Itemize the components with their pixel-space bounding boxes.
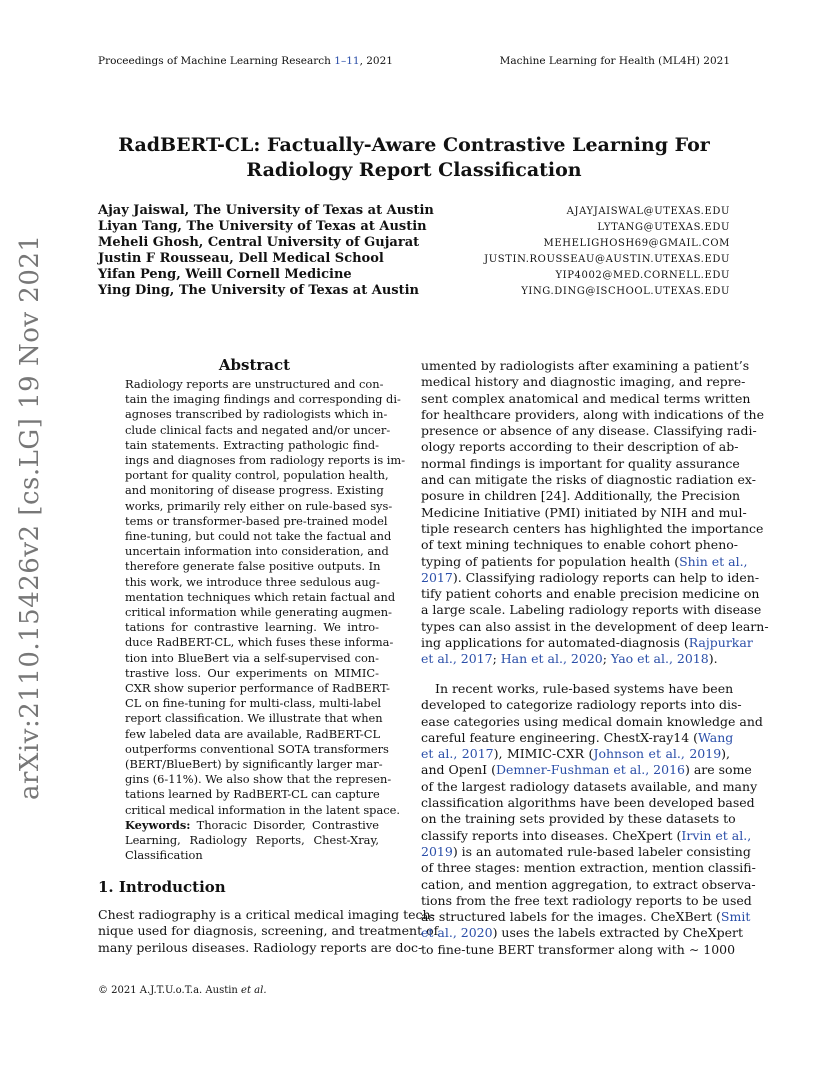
body-line [421,762,752,778]
header-year: , 2021 [359,55,393,67]
citation-link[interactable]: Smit [720,909,751,925]
body-line: many perilous diseases. Radiology reports are doc- [98,939,423,955]
intro-paragraph-right-1 [421,358,769,668]
abstract-line: tations learned by RadBERT-CL can capture [125,787,380,802]
body-line: of three stages: mention extraction, mention classifi- [421,860,756,876]
body-text: typing of patients for population health ( [421,553,680,569]
citation-link[interactable]: Irvin et al., [681,827,752,843]
keywords-line [125,818,379,833]
header-proceedings: Proceedings of Machine Learning Research [98,55,335,67]
copyright-footer [98,985,267,996]
body-line: Medicine Initiative (PMI) initiated by NIH and mul- [421,504,747,520]
author-email[interactable]: LYTANG@UTEXAS.EDU [597,222,730,233]
body-line: sent complex anatomical and medical terms written [421,390,751,406]
body-text: classify reports into diseases. CheXpert ( [421,827,682,843]
body-text: ), MIMIC-CXR ( [493,746,594,762]
abstract-line: CXR show superior performance of RadBERT- [125,681,390,696]
running-header-left [98,55,393,67]
body-line [421,909,751,925]
abstract-line: therefore generate false positive outputs. In [125,559,381,574]
citation-link[interactable]: 2019 [421,843,453,859]
body-line: medical history and diagnostic imaging, and repre- [421,374,746,390]
abstract-line: uncertain information into consideration, and [125,544,389,559]
body-line: et al., 2017; Han et al., 2020; Yao et al., 2018). [421,651,718,667]
abstract-line: and monitoring of disease progress. Existing [125,483,384,498]
body-line: presence or absence of any disease. Classifying radi- [421,423,757,439]
copyright-etal: et al. [241,985,267,996]
author-email[interactable]: YIP4002@MED.CORNELL.EDU [555,270,730,281]
abstract-line: this work, we introduce three sedulous aug- [125,574,380,589]
abstract-line: agnoses transcribed by radiologists which in- [125,407,388,422]
body-line: Chest radiography is a critical medical imaging tech- [98,907,435,922]
body-line: ease categories using medical domain knowledge and [421,713,763,729]
abstract-line: portant for quality control, population health, [125,468,389,483]
abstract-line: CL on fine-tuning for multi-class, multi-label [125,696,382,711]
copyright-text: © 2021 A.J.T.U.o.T.a. Austin [98,985,242,996]
body-line: classification algorithms have been developed based [421,795,755,811]
abstract-line: tion into BlueBert via a self-supervised con- [125,650,379,665]
body-text: ), [721,746,731,762]
abstract-line: trastive loss. Our experiments on MIMIC- [125,665,379,680]
abstract-line: critical information while generating augmen- [125,605,392,620]
body-line [421,569,760,586]
body-line: cation, and mention aggregation, to extract observa- [421,876,756,892]
body-line [421,729,734,746]
abstract-line: few labeled data are available, RadBERT-CL [125,726,381,741]
body-line [421,827,752,844]
body-line: for healthcare providers, along with indications of the [421,406,764,422]
body-line: tions from the free text radiology reports to be used [421,892,752,908]
abstract-line: tain the imaging findings and corresponding di- [125,392,401,407]
keywords-text: Thoracic Disorder, Contrastive [190,817,379,832]
keywords-line: Classification [125,848,203,863]
abstract-line: clude clinical facts and negated and/or uncer- [125,422,391,437]
citation-link[interactable]: Rajpurkar [688,635,753,651]
author-name: Meheli Ghosh, Central University of Gujarat [98,235,420,250]
body-line: types can also assist in the development of deep learn- [421,618,769,634]
citation-link[interactable]: et al., 2017 [421,651,493,667]
citation-link[interactable]: Demner-Fushman et al., 2016 [495,762,685,778]
author-name: Ying Ding, The University of Texas at Austin [98,283,419,298]
body-line: ology reports according to their description of ab- [421,439,739,455]
citation-link[interactable]: Han et al., 2020 [500,651,603,667]
abstract-line: Radiology reports are unstructured and con- [125,377,384,391]
abstract-line: fine-tuning, but could not take the factual and [125,529,392,544]
body-line: tify patient cohorts and enable precision medicine on [421,586,760,602]
citation-link[interactable]: et al., 2017 [421,746,494,762]
author-name: Justin F Rousseau, Dell Medical School [98,251,384,266]
title-line-2: Radiology Report Classification [246,159,582,181]
keywords-label: Keywords: [125,817,191,832]
body-text: ) uses the labels extracted by CheXpert [492,925,743,941]
abstract-line: duce RadBERT-CL, which fuses these informa- [125,635,394,650]
body-line: nique used for diagnosis, screening, and treatment of [98,923,439,939]
body-text: ). Classifying radiology reports can help to iden- [452,569,760,585]
abstract-line: outperforms conventional SOTA transformers [125,741,389,756]
body-text: and OpenI ( [421,762,496,778]
title-line-1: RadBERT-CL: Factually-Aware Contrastive Learning For [118,134,710,156]
body-line: of text mining techniques to enable cohort pheno- [421,537,738,553]
body-line: to fine-tune BERT transformer along with ∼ 1000 [421,941,736,957]
abstract-line: critical medical information in the latent space. [125,802,400,817]
body-text: ) is an automated rule-based labeler consisting [452,843,751,859]
citation-link[interactable]: Johnson et al., 2019 [593,746,722,762]
abstract-line: works, primarily rely either on rule-based sys- [125,498,393,513]
intro-paragraph-right-2 [421,681,763,958]
section-heading-introduction: 1. Introduction [98,878,226,896]
abstract-line: gins (6-11%). We also show that the represen- [125,772,392,787]
arxiv-identifier-stamp: arXiv:2110.15426v2 [cs.LG] 19 Nov 2021 [15,234,45,800]
abstract-line: (BERT/BlueBert) by significantly larger mar- [125,757,383,772]
author-email[interactable]: JUSTIN.ROUSSEAU@AUSTIN.UTEXAS.EDU [484,254,730,265]
abstract-line: tems or transformer-based pre-trained model [125,513,388,528]
citation-link[interactable]: Wang [698,729,734,745]
body-line: a large scale. Labeling radiology reports with disease [421,602,762,618]
body-text: careful feature engineering. ChestX-ray14 ( [421,729,699,745]
author-name: Liyan Tang, The University of Texas at Austin [98,219,427,234]
paper-title [100,133,728,183]
body-line [421,553,748,570]
abstract-line: mentation techniques which retain factual and [125,589,396,604]
author-email[interactable]: YING.DING@ISCHOOL.UTEXAS.EDU [521,286,730,297]
keywords-line: Learning, Radiology Reports, Chest-Xray, [125,833,379,848]
body-line: normal findings is important for quality assurance [421,455,740,471]
body-line [421,746,730,762]
body-text: ) are some [684,762,752,778]
author-name: Ajay Jaiswal, The University of Texas at Austin [98,203,434,218]
body-line: In recent works, rule-based systems have been [435,681,734,696]
author-email[interactable]: AJAYJAISWAL@UTEXAS.EDU [566,206,730,217]
body-line: on the training sets provided by these datasets to [421,811,736,827]
citation-link[interactable]: et al., 2020 [421,925,493,941]
abstract-heading: Abstract [218,356,291,374]
abstract-line: tain statements. Extracting pathologic find- [125,437,379,452]
body-line: and can mitigate the risks of diagnostic radiation ex- [421,472,756,488]
abstract-body [125,377,406,864]
abstract-line: ings and diagnoses from radiology reports is im- [125,453,406,468]
body-line: of the largest radiology datasets available, and many [421,778,758,794]
body-line: umented by radiologists after examining a patient’s [421,358,750,373]
abstract-line: tations for contrastive learning. We intro- [125,620,379,635]
body-text: as structured labels for the images. CheXBert ( [421,909,721,925]
body-line: tiple research centers has highlighted the importance [421,520,764,536]
abstract-line: report classification. We illustrate that when [125,711,383,726]
author-name: Yifan Peng, Weill Cornell Medicine [98,267,352,282]
body-line [421,843,751,860]
citation-link[interactable]: Shin et al., [679,553,748,569]
body-line: developed to categorize radiology reports into dis- [421,697,742,713]
body-line: posure in children [24]. Additionally, the Precision [421,488,741,504]
body-line [421,925,743,941]
running-header-right: Machine Learning for Health (ML4H) 2021 [499,55,730,67]
citation-link[interactable]: 2017 [421,569,453,585]
intro-paragraph-left [98,907,439,956]
author-email[interactable]: MEHELIGHOSH69@GMAIL.COM [543,238,730,249]
header-pages-link[interactable]: 1–11 [334,55,360,67]
citation-link[interactable]: Yao et al., 2018 [610,651,709,667]
body-text: ing applications for automated-diagnosis ( [421,635,689,651]
body-line [421,635,753,651]
